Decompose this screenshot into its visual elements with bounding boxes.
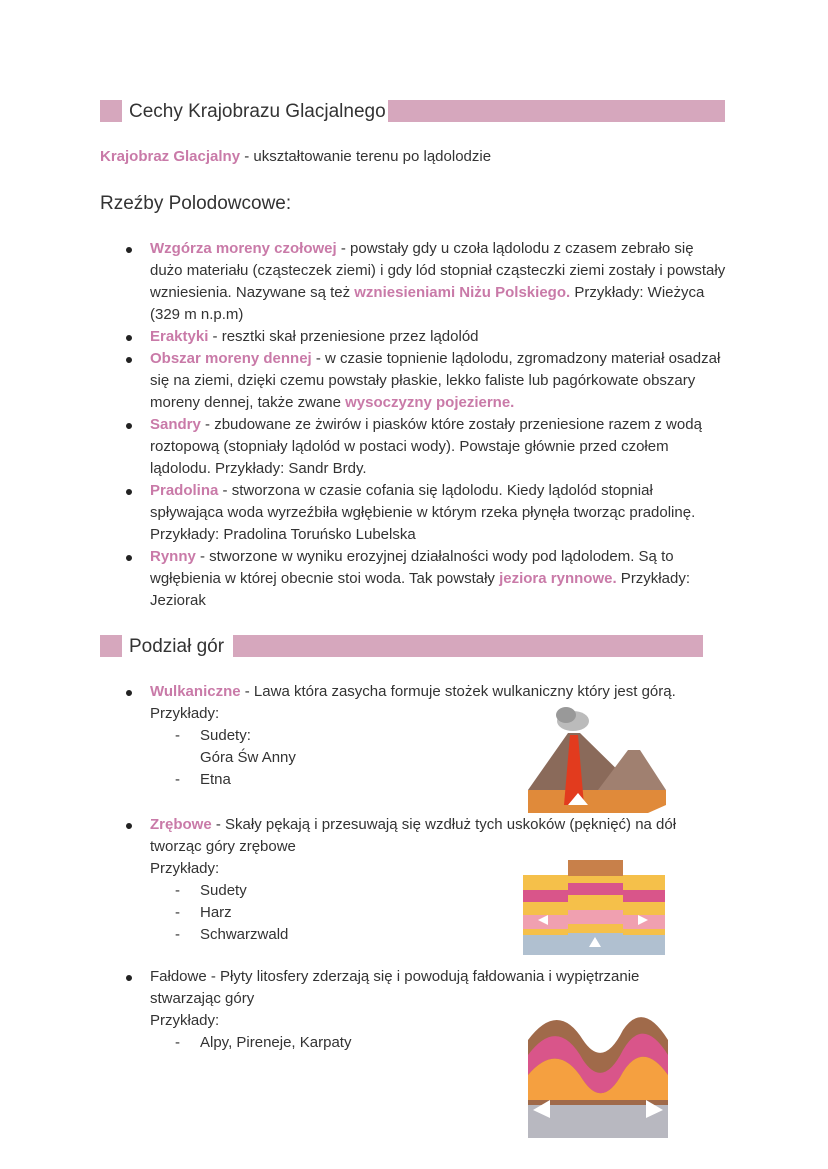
- item-text: Przykłady: Wieżyca (329 m n.p.m): [150, 284, 705, 323]
- term: Obszar moreny dennej: [150, 350, 312, 367]
- list-item: [130, 348, 728, 414]
- heading-marker: [100, 635, 122, 657]
- heading-bar: [388, 100, 725, 122]
- item-text: - Płyty litosfery zderzają się i powodują fałdowania i wypiętrzanie stwarzając góry: [150, 968, 640, 1007]
- term: Eraktyki: [150, 328, 209, 345]
- term: Wulkaniczne: [150, 683, 241, 700]
- section-heading: Podział gór: [129, 636, 225, 657]
- example-text: Alpy, Pireneje, Karpaty: [200, 1034, 352, 1051]
- example-text: Sudety: Góra Św Anny: [200, 727, 296, 766]
- example-text: Sudety: [200, 882, 247, 899]
- example: - Harz: [175, 904, 232, 921]
- item-text: - Skały pękają i przesuwają się wzdłuż tych uskoków (pęknięć) na dół tworząc góry zrębowe: [150, 816, 677, 855]
- item-text: - stworzone w wyniku erozyjnej działalności wody pod lądolodem. Są to wgłębienia w której obecnie stoi woda. Tak powstały: [150, 548, 674, 587]
- examples-label: Przykłady:: [150, 1012, 220, 1029]
- examples-label: Przykłady:: [150, 860, 220, 877]
- term: Zrębowe: [150, 816, 212, 833]
- fold-mountain-illustration: [528, 1000, 670, 1138]
- subheading: Rzeźby Polodowcowe:: [100, 193, 292, 214]
- term: Wzgórza moreny czołowej: [150, 240, 337, 257]
- term: Krajobraz Glacjalny: [100, 148, 241, 165]
- list-item: [130, 546, 728, 612]
- examples-label: Przykłady:: [150, 705, 220, 722]
- term: Rynny: [150, 548, 196, 565]
- example: - Schwarzwald: [175, 926, 289, 943]
- item-text: - Lawa która zasycha formuje stożek wulkaniczny który jest górą.: [240, 683, 676, 700]
- term: Sandry: [150, 416, 201, 433]
- definition: [100, 146, 491, 168]
- section-heading: Cechy Krajobrazu Glacjalnego: [129, 101, 386, 122]
- item-text: - resztki skał przeniesione przez lądolód: [208, 328, 479, 345]
- item-text: Przykłady: Jeziorak: [150, 570, 690, 609]
- list-item: [130, 414, 728, 480]
- example: - Sudety: Góra Św Anny: [175, 727, 296, 766]
- item-text: - w czasie topnienie lądolodu, zgromadzony materiał osadzał się na ziemi, dzięki czemu powstały płaskie, lekko faliste lub pagórkowate obszary moreny dennej, także zwane: [150, 350, 721, 411]
- term: Fałdowe: [150, 968, 207, 985]
- heading-marker: [100, 100, 122, 122]
- list-item: [130, 326, 728, 348]
- example-text: Harz: [200, 904, 232, 921]
- item-text: - stworzona w czasie cofania się lądolodu. Kiedy lądolód stopniał spływająca woda wyrzeźbiła wgłębienie w którym rzeka płynęła tworząc pradolinę. Przykłady: Pradolina Toruńsko Lubelska: [150, 482, 696, 543]
- fault-block-illustration: [523, 855, 668, 959]
- list-item: [130, 238, 728, 326]
- item-text: - powstały gdy u czoła lądolodu z czasem zebrało się dużo materiału (cząsteczek ziemi) i gdy lód stopniał cząsteczki ziemi zostały i powstały wzniesienia. Nazywane są też: [150, 240, 726, 301]
- example-text: Etna: [200, 771, 231, 788]
- heading-bar: [233, 635, 703, 657]
- term: wysoczyzny pojezierne.: [345, 394, 515, 411]
- example-text: Schwarzwald: [200, 926, 289, 943]
- term: Pradolina: [150, 482, 219, 499]
- example: - Sudety: [175, 882, 247, 899]
- term: wzniesieniami Niżu Polskiego.: [354, 284, 571, 301]
- item-text: - zbudowane ze żwirów i piasków które zostały przeniesione razem z wodą roztopową (stopniały lądolód w postaci wody). Powstaje głównie przed czołem lądolodu. Przykłady: Sandr Brdy.: [150, 416, 702, 477]
- definition-text: - ukształtowanie terenu po lądolodzie: [240, 148, 492, 165]
- example: - Etna: [175, 771, 231, 788]
- term: jeziora rynnowe.: [499, 570, 617, 587]
- glacial-list: [130, 238, 728, 612]
- volcano-illustration: [528, 705, 668, 813]
- example: - Alpy, Pireneje, Karpaty: [175, 1034, 352, 1051]
- list-item: [130, 480, 728, 546]
